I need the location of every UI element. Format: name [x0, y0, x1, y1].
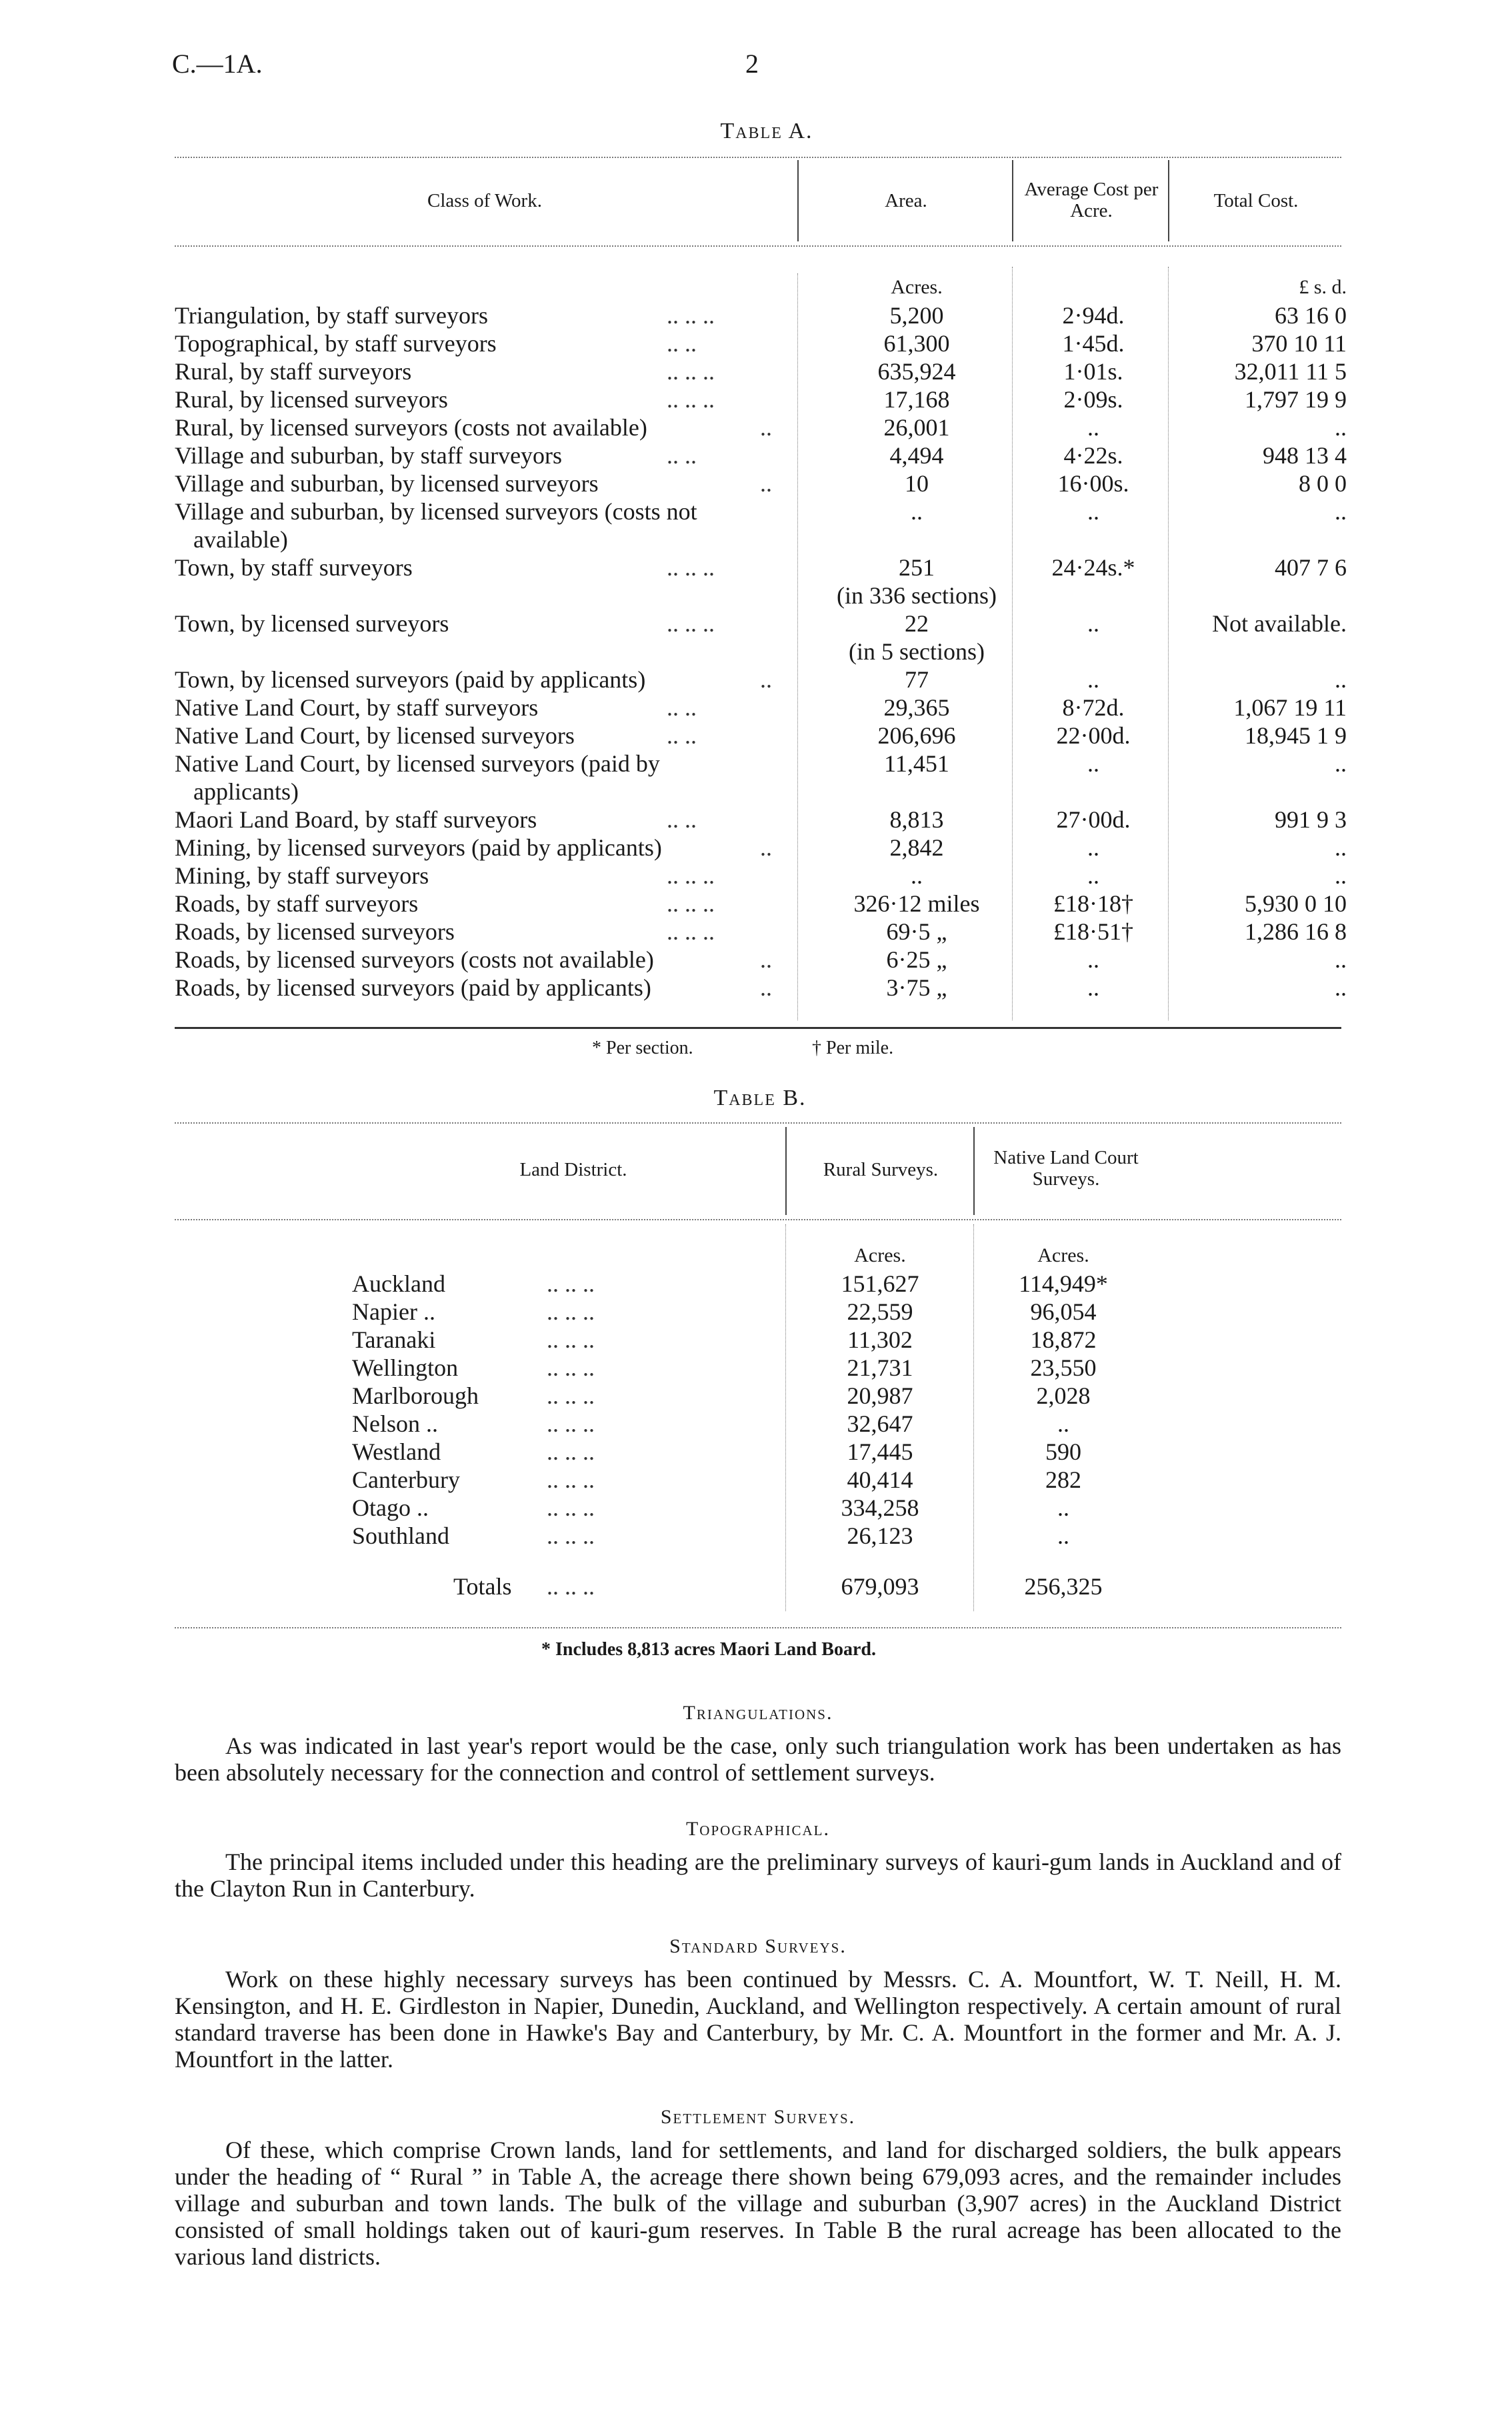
table-b-row	[0, 1382, 1512, 1410]
table-a-row	[0, 806, 1512, 834]
table-a-row	[0, 469, 1512, 497]
footnote-per-mile: † Per mile.	[812, 1038, 894, 1058]
row-total-cost: 63 16 0	[1275, 302, 1347, 329]
table-a-header-rule	[175, 245, 1341, 247]
row-leader: .. .. ..	[547, 1382, 595, 1409]
row-native-land-court: 590	[1045, 1438, 1081, 1465]
table-b-units-row	[0, 1242, 1512, 1270]
row-total-cost: ..	[1335, 414, 1347, 441]
row-rural-surveys: 17,445	[847, 1438, 913, 1465]
row-rural-surveys: 22,559	[847, 1298, 913, 1325]
col-land-district: Land District.	[519, 1159, 627, 1180]
table-a-row	[0, 441, 1512, 469]
row-area: 8,813	[889, 806, 944, 833]
row-area: ..	[911, 862, 923, 889]
totals-native: 256,325	[1024, 1573, 1103, 1600]
row-leader: .. .. ..	[667, 890, 715, 917]
col-native-land-court: Native Land Court Surveys.	[993, 1147, 1139, 1190]
row-class-of-work: Mining, by staff surveyors	[175, 862, 429, 889]
row-average-cost: ..	[1087, 750, 1099, 777]
row-area: 251	[899, 554, 935, 581]
table-a-bottom-rule	[175, 1027, 1341, 1029]
row-area: 22	[905, 610, 929, 637]
footnote-per-section: * Per section.	[592, 1038, 693, 1058]
row-class-of-work: Town, by staff surveyors	[175, 554, 413, 581]
row-average-cost: ..	[1087, 498, 1099, 525]
table-a-row-continuation	[0, 581, 1512, 610]
row-land-district: Marlborough	[352, 1382, 479, 1409]
row-total-cost: 18,945 1 9	[1245, 722, 1347, 749]
native-unit: Acres.	[1037, 1244, 1089, 1266]
row-class-of-work: Village and suburban, by licensed surveyors (costs not	[175, 498, 697, 525]
table-b-row	[0, 1298, 1512, 1326]
row-area: 4,494	[889, 442, 944, 469]
row-average-cost: ..	[1087, 414, 1099, 441]
col-area: Area.	[885, 190, 927, 211]
table-a-row-continuation	[0, 638, 1512, 666]
table-a-units-row	[0, 273, 1512, 301]
table-b-footnote: * Includes 8,813 acres Maori Land Board.	[541, 1639, 876, 1660]
row-class-of-work: Town, by licensed surveyors	[175, 610, 449, 637]
row-land-district: Otago ..	[352, 1494, 429, 1521]
row-leader: .. .. ..	[667, 554, 715, 581]
col-average-cost: Average Cost per Acre.	[1024, 179, 1159, 221]
table-b-divider	[973, 1127, 975, 1215]
table-a-row	[0, 357, 1512, 385]
row-leader: .. ..	[667, 330, 697, 357]
row-average-cost: 8·72d.	[1062, 694, 1125, 721]
row-leader: .. .. ..	[547, 1466, 595, 1493]
row-average-cost: 22·00d.	[1056, 722, 1131, 749]
page-number: 2	[745, 49, 759, 79]
row-land-district: Napier ..	[352, 1298, 435, 1325]
row-land-district: Auckland	[352, 1270, 445, 1297]
row-average-cost: ..	[1087, 862, 1099, 889]
row-leader: .. ..	[667, 722, 697, 749]
row-class-of-work: Town, by licensed surveyors (paid by applicants)	[175, 666, 646, 693]
row-area: 3·75 „	[886, 974, 947, 1001]
row-leader: .. .. ..	[547, 1410, 595, 1437]
table-a-row-continuation	[0, 525, 1512, 553]
row-native-land-court: ..	[1057, 1494, 1069, 1521]
row-class-of-work: Roads, by licensed surveyors (paid by applicants)	[175, 974, 651, 1001]
table-a-row	[0, 329, 1512, 357]
table-a-top-rule	[175, 157, 1341, 158]
row-leader: .. .. ..	[667, 610, 715, 637]
row-native-land-court: 96,054	[1030, 1298, 1097, 1325]
row-leader: .. .. ..	[547, 1270, 595, 1297]
row-leader: .. .. ..	[667, 862, 715, 889]
row-total-cost: 370 10 11	[1251, 330, 1347, 357]
col-rural-surveys: Rural Surveys.	[823, 1159, 939, 1180]
row-class-of-work: Village and suburban, by staff surveyors	[175, 442, 563, 469]
row-leader: .. .. ..	[547, 1326, 595, 1353]
row-class-of-work: Native Land Court, by licensed surveyors	[175, 722, 575, 749]
row-class-of-work: Topographical, by staff surveyors	[175, 330, 497, 357]
section-title-triangulations: Triangulations.	[683, 1702, 833, 1724]
row-average-cost: ..	[1087, 974, 1099, 1001]
table-a-row	[0, 974, 1512, 1002]
total-unit: £ s. d.	[1299, 276, 1347, 298]
section-text-triangulations: As was indicated in last year's report would be the case, only such triangulation work has been undertaken as has been absolutely necessary for the connection and control of settlement surveys.	[175, 1732, 1341, 1786]
table-a-row	[0, 834, 1512, 862]
row-average-cost: 16·00s.	[1057, 470, 1129, 497]
row-area: 635,924	[877, 358, 956, 385]
row-class-of-work: Mining, by licensed surveyors (paid by applicants)	[175, 834, 662, 861]
rural-unit: Acres.	[854, 1244, 906, 1266]
row-class-of-work: Roads, by licensed surveyors (costs not available)	[175, 946, 654, 973]
row-average-cost: ..	[1087, 834, 1099, 861]
area-unit: Acres.	[891, 276, 943, 298]
row-leader: .. .. ..	[547, 1522, 595, 1549]
row-leader: .. ..	[667, 806, 697, 833]
table-b-divider	[785, 1127, 787, 1215]
table-b-row	[0, 1438, 1512, 1466]
table-a-row	[0, 722, 1512, 750]
row-average-cost: 2·09s.	[1063, 386, 1123, 413]
table-b-row	[0, 1522, 1512, 1550]
table-a-row	[0, 862, 1512, 890]
table-b-row	[0, 1270, 1512, 1298]
table-a-row	[0, 413, 1512, 441]
row-class-of-work: Village and suburban, by licensed surveyors	[175, 470, 599, 497]
col-class-of-work: Class of Work.	[427, 190, 542, 211]
row-total-cost: ..	[1335, 946, 1347, 973]
row-class-of-work: Native Land Court, by staff surveyors	[175, 694, 539, 721]
section-title-settlement-surveys: Settlement Surveys.	[660, 2106, 856, 2128]
row-total-cost: 1,286 16 8	[1245, 918, 1347, 945]
row-class-of-work: Rural, by licensed surveyors	[175, 386, 448, 413]
section-text-settlement-surveys: Of these, which comprise Crown lands, land for settlements, and land for discharged soldiers, the bulk appears under the heading of “ Rural ” in Table A, the acreage there shown being 679,093 acres, and the remainder includes village and suburban and town lands. The bulk of the village and suburban (3,907 acres) in the Auckland District consisted of small holdings taken out of kauri-gum reserves. In Table B the rural acreage has been allocated to the various land districts.	[175, 2137, 1341, 2270]
row-area: 61,300	[883, 330, 950, 357]
row-area-sections: (in 5 sections)	[849, 638, 985, 665]
section-title-standard-surveys: Standard Surveys.	[669, 1935, 847, 1957]
table-b-row	[0, 1326, 1512, 1354]
row-area: 29,365	[883, 694, 950, 721]
table-a-divider	[1012, 160, 1013, 241]
table-b-totals-row	[0, 1572, 1512, 1600]
row-class-of-work: Rural, by licensed surveyors (costs not available)	[175, 414, 647, 441]
table-a-row	[0, 666, 1512, 694]
row-class-of-work: Native Land Court, by licensed surveyors (paid by	[175, 750, 660, 777]
totals-rural: 679,093	[841, 1573, 919, 1600]
row-average-cost: 27·00d.	[1056, 806, 1131, 833]
row-native-land-court: 2,028	[1036, 1382, 1091, 1409]
table-b-row	[0, 1354, 1512, 1382]
row-class-of-work: Maori Land Board, by staff surveyors	[175, 806, 537, 833]
row-leader: .. .. ..	[667, 386, 715, 413]
table-a-row	[0, 385, 1512, 413]
row-total-cost: Not available.	[1212, 610, 1347, 637]
row-area: 11,451	[884, 750, 949, 777]
totals-leader: .. .. ..	[547, 1573, 595, 1600]
row-native-land-court: ..	[1057, 1522, 1069, 1549]
row-leader: .. .. ..	[547, 1298, 595, 1325]
row-area-sections: (in 336 sections)	[837, 582, 997, 609]
row-average-cost: 24·24s.*	[1051, 554, 1135, 581]
row-rural-surveys: 334,258	[841, 1494, 919, 1521]
section-text-topographical: The principal items included under this heading are the preliminary surveys of kauri-gum lands in Auckland and of the Clayton Run in Canterbury.	[175, 1849, 1341, 1902]
table-b-top-rule	[175, 1122, 1341, 1124]
row-land-district: Southland	[352, 1522, 450, 1549]
row-average-cost: £18·51†	[1053, 918, 1133, 945]
row-area: 17,168	[883, 386, 950, 413]
row-total-cost: ..	[1335, 498, 1347, 525]
row-land-district: Nelson ..	[352, 1410, 438, 1437]
row-rural-surveys: 151,627	[841, 1270, 919, 1297]
row-class-of-work-continued: applicants)	[193, 778, 299, 805]
row-leader: .. .. ..	[667, 358, 715, 385]
row-rural-surveys: 40,414	[847, 1466, 913, 1493]
table-a-row	[0, 694, 1512, 722]
row-leader: .. .. ..	[547, 1438, 595, 1465]
row-leader: .. .. ..	[667, 302, 715, 329]
row-class-of-work: Roads, by licensed surveyors	[175, 918, 455, 945]
row-total-cost: ..	[1335, 974, 1347, 1001]
row-area: 2,842	[889, 834, 944, 861]
row-area: 326·12 miles	[853, 890, 980, 917]
row-rural-surveys: 20,987	[847, 1382, 913, 1409]
table-a-row-continuation	[0, 778, 1512, 806]
row-area: 206,696	[877, 722, 956, 749]
row-land-district: Wellington	[352, 1354, 459, 1381]
row-leader: .. ..	[667, 694, 697, 721]
section-title-topographical: Topographical.	[685, 1818, 830, 1840]
row-rural-surveys: 21,731	[847, 1354, 913, 1381]
row-rural-surveys: 32,647	[847, 1410, 913, 1437]
row-average-cost: 1·01s.	[1063, 358, 1123, 385]
table-a-row	[0, 610, 1512, 638]
table-a-row	[0, 497, 1512, 525]
row-area: ..	[911, 498, 923, 525]
table-b-bottom-rule	[175, 1627, 1341, 1628]
row-leader: ..	[760, 470, 772, 497]
row-total-cost: 8 0 0	[1299, 470, 1347, 497]
row-total-cost: 1,797 19 9	[1245, 386, 1347, 413]
row-average-cost: ..	[1087, 666, 1099, 693]
row-total-cost: ..	[1335, 834, 1347, 861]
row-area: 26,001	[883, 414, 950, 441]
table-a-row	[0, 918, 1512, 946]
row-leader: ..	[760, 834, 772, 861]
row-total-cost: 32,011 11 5	[1234, 358, 1347, 385]
row-area: 69·5 „	[886, 918, 947, 945]
row-average-cost: £18·18†	[1053, 890, 1133, 917]
row-average-cost: ..	[1087, 610, 1099, 637]
row-area: 77	[905, 666, 929, 693]
row-leader: .. .. ..	[547, 1354, 595, 1381]
row-rural-surveys: 26,123	[847, 1522, 913, 1549]
row-native-land-court: ..	[1057, 1410, 1069, 1437]
row-native-land-court: 18,872	[1030, 1326, 1097, 1353]
table-b-header-rule	[175, 1219, 1341, 1220]
row-leader: ..	[760, 666, 772, 693]
row-total-cost: ..	[1335, 666, 1347, 693]
table-b-row	[0, 1410, 1512, 1438]
row-land-district: Canterbury	[352, 1466, 460, 1493]
table-a-row	[0, 750, 1512, 778]
row-leader: .. ..	[667, 442, 697, 469]
col-total-cost: Total Cost.	[1213, 190, 1299, 211]
row-class-of-work-continued: available)	[193, 526, 288, 553]
table-b-row	[0, 1494, 1512, 1522]
document-reference: C.—1A.	[172, 49, 263, 79]
row-land-district: Taranaki	[352, 1326, 436, 1353]
row-total-cost: 991 9 3	[1275, 806, 1347, 833]
table-a-divider	[797, 160, 799, 241]
table-a-row	[0, 890, 1512, 918]
row-area: 10	[905, 470, 929, 497]
row-average-cost: 2·94d.	[1062, 302, 1125, 329]
row-leader: ..	[760, 946, 772, 973]
row-total-cost: 948 13 4	[1263, 442, 1347, 469]
row-native-land-court: 114,949*	[1019, 1270, 1108, 1297]
row-area: 5,200	[889, 302, 944, 329]
row-average-cost: 1·45d.	[1062, 330, 1125, 357]
table-b-row	[0, 1466, 1512, 1494]
table-a-row	[0, 553, 1512, 581]
row-leader: ..	[760, 974, 772, 1001]
section-text-standard-surveys: Work on these highly necessary surveys has been continued by Messrs. C. A. Mountfort, W. T. Neill, H. M. Kensington, and H. E. Girdleston in Napier, Dunedin, Auckland, and Wellington respectively. A certain amount of rural standard traverse has been done in Hawke's Bay and Canterbury, by Mr. C. A. Mountfort in the former and Mr. A. J. Mountfort in the latter.	[175, 1966, 1341, 2073]
row-native-land-court: 282	[1045, 1466, 1081, 1493]
row-class-of-work: Roads, by staff surveyors	[175, 890, 419, 917]
row-leader: .. .. ..	[667, 918, 715, 945]
row-class-of-work: Rural, by staff surveyors	[175, 358, 412, 385]
table-b-caption: Table B.	[713, 1086, 807, 1110]
row-leader: .. .. ..	[547, 1494, 595, 1521]
table-a-caption: Table A.	[720, 119, 813, 143]
row-class-of-work: Triangulation, by staff surveyors	[175, 302, 488, 329]
row-total-cost: 5,930 0 10	[1245, 890, 1347, 917]
row-total-cost: 407 7 6	[1275, 554, 1347, 581]
row-total-cost: ..	[1335, 750, 1347, 777]
row-land-district: Westland	[352, 1438, 441, 1465]
row-native-land-court: 23,550	[1030, 1354, 1097, 1381]
row-average-cost: ..	[1087, 946, 1099, 973]
row-rural-surveys: 11,302	[847, 1326, 913, 1353]
totals-label: Totals	[453, 1573, 512, 1600]
row-total-cost: ..	[1335, 862, 1347, 889]
row-leader: ..	[760, 414, 772, 441]
row-average-cost: 4·22s.	[1063, 442, 1123, 469]
table-a-row	[0, 946, 1512, 974]
table-a-divider	[1168, 160, 1169, 241]
row-total-cost: 1,067 19 11	[1233, 694, 1347, 721]
table-a-row	[0, 301, 1512, 329]
row-area: 6·25 „	[886, 946, 947, 973]
